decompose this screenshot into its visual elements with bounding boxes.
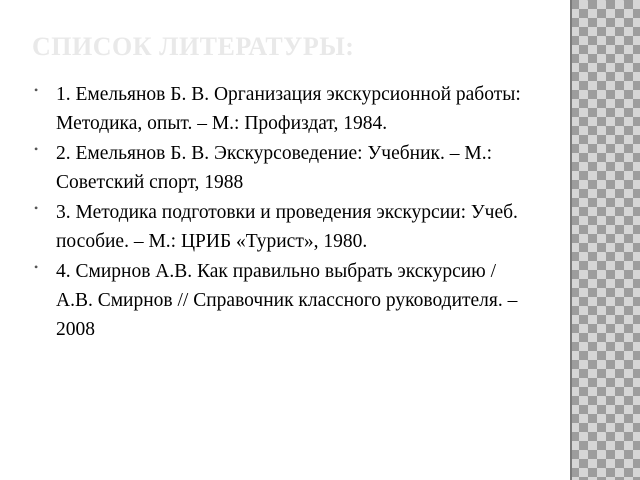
list-item-text: 2. Емельянов Б. В. Экскурсоведение: Учебник. – М.: Советский спорт, 1988 (56, 143, 493, 193)
bullet-icon: • (34, 201, 39, 215)
list-item-text: 1. Емельянов Б. В. Организация экскурсионной работы: Методика, опыт. – М.: Профиздат, 1984. (56, 84, 521, 134)
bullet-icon: • (34, 83, 39, 97)
list-item (34, 139, 534, 197)
list-item-text: 3. Методика подготовки и проведения экскурсии: Учеб. пособие. – М.: ЦРИБ «Турист», 1980. (56, 202, 518, 252)
list-item (34, 80, 534, 138)
border-divider (570, 0, 572, 480)
list-item (34, 198, 534, 256)
list-item (34, 257, 534, 344)
slide-title: СПИСОК ЛИТЕРАТУРЫ: (32, 32, 355, 61)
bullet-icon: • (34, 142, 39, 156)
bibliography-list (34, 80, 534, 345)
list-item-text: 4. Смирнов А.В. Как правильно выбрать экскурсию / А.В. Смирнов // Справочник классного руководителя. – 2008 (56, 261, 518, 340)
decorative-border (570, 0, 640, 480)
bullet-icon: • (34, 260, 39, 274)
